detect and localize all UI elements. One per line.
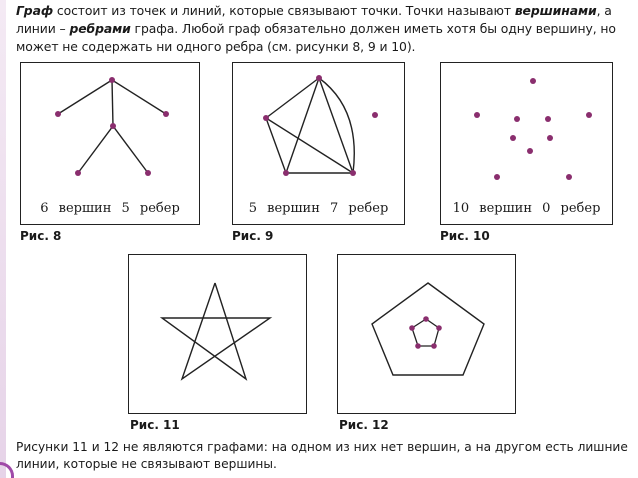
figure-8	[20, 62, 200, 225]
intro-paragraph	[16, 2, 628, 56]
figure-12-pentagons	[338, 255, 517, 415]
figure-8-label: Рис. 8	[20, 229, 62, 243]
figure-12-label: Рис. 12	[339, 418, 389, 432]
figure-11-star	[129, 255, 308, 415]
intro-text-3: графа. Любой граф обязательно должен иметь хотя бы одну вершину, но может не содержать ни одного ребра (см. рисунки 8, 9 и 10).	[16, 21, 616, 54]
page-corner-ornament	[0, 462, 14, 478]
figure-8-caption: 6 вершин 5 ребер	[40, 201, 180, 216]
figure-9-caption: 5 вершин 7 ребер	[248, 201, 389, 216]
intro-text-2: , а линии –	[16, 3, 612, 36]
intro-text-1: состоит из точек и линий, которые связывают точки. Точки называют	[53, 3, 515, 18]
figure-10	[440, 62, 613, 225]
figure-11	[128, 254, 307, 414]
figure-12	[337, 254, 516, 414]
term-vertices: вершинами	[514, 3, 597, 18]
figure-10-label: Рис. 10	[440, 229, 490, 243]
figure-9	[232, 62, 405, 225]
figure-11-label: Рис. 11	[130, 418, 180, 432]
figure-9-label: Рис. 9	[232, 229, 274, 243]
term-edges: ребрами	[69, 21, 131, 36]
left-margin-strip	[0, 0, 6, 478]
term-graph: Граф	[16, 3, 54, 18]
figure-10-caption: 10 вершин 0 ребер	[452, 201, 601, 216]
outro-paragraph: Рисунки 11 и 12 не являются графами: на одном из них нет вершин, а на другом есть лишние линии, которые не связывают вершины.	[16, 440, 628, 471]
